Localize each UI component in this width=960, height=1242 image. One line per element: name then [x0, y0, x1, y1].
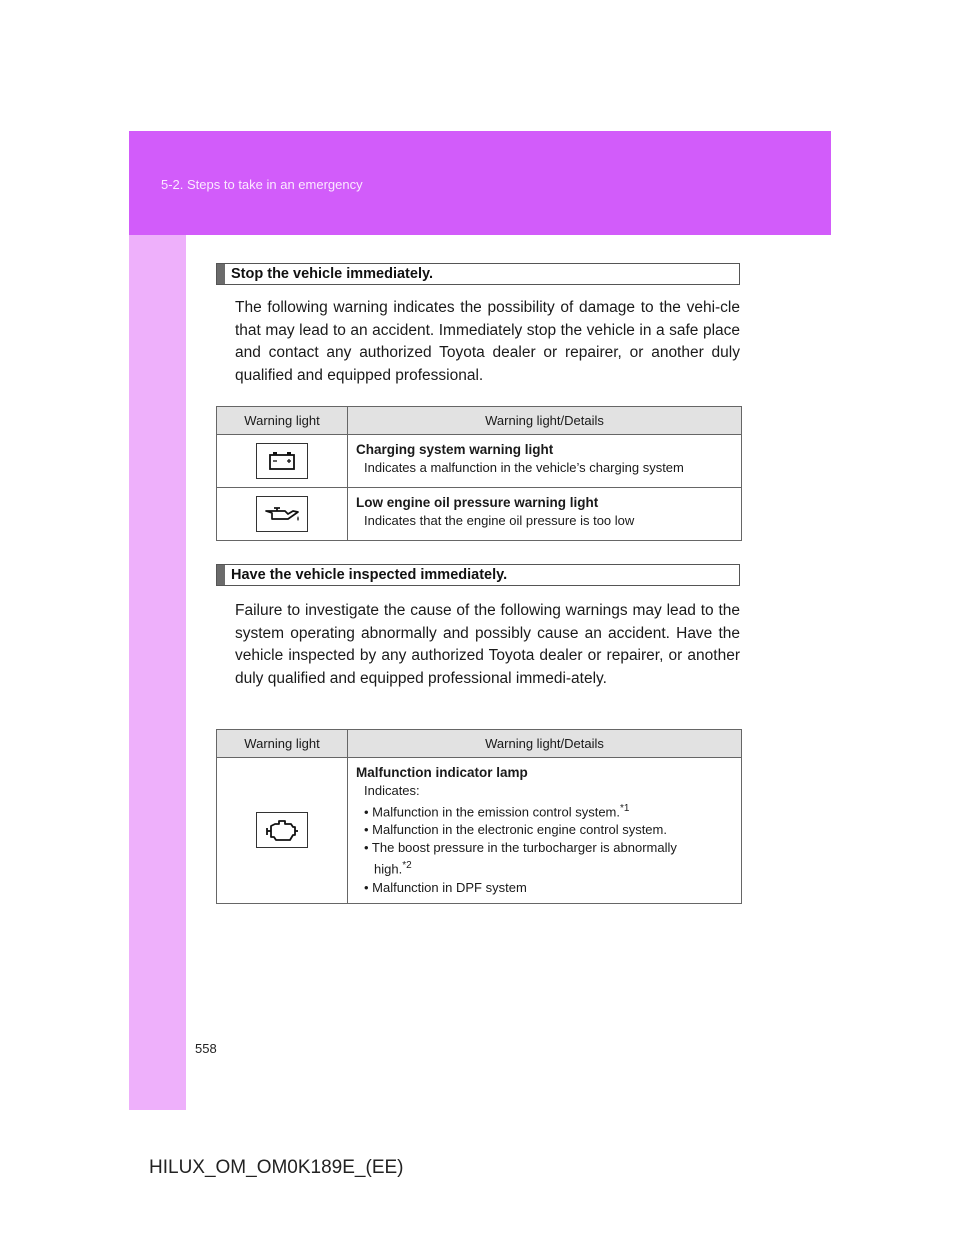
list-item: • Malfunction in the emission control system.$^{*1}$ — [364, 803, 630, 820]
footer-document-code: HILUX_OM_OM0K189E_(EE) — [149, 1157, 404, 1178]
detail-intro: Indicates: — [364, 783, 420, 798]
list-item: • Malfunction in the electronic engine control system. — [364, 822, 667, 838]
table-row — [217, 758, 742, 904]
table-row — [217, 488, 742, 541]
battery-icon — [256, 443, 308, 479]
heading-text: Stop the vehicle immediately. — [231, 266, 433, 282]
heading-inspect-vehicle — [216, 564, 740, 586]
section-label: 5-2. Steps to take in an emergency — [161, 177, 363, 192]
page-number: 558 — [195, 1041, 217, 1056]
column-header-warning-light: Warning light — [217, 730, 348, 758]
list-item-continuation: high.$^{*2}$ — [374, 860, 412, 877]
table-header-row — [217, 407, 742, 435]
column-header-details: Warning light/Details — [348, 730, 742, 758]
list-item: • The boost pressure in the turbocharger is abnormally — [364, 840, 677, 856]
detail-title: Malfunction indicator lamp — [356, 765, 528, 780]
detail-text: Indicates a malfunction in the vehicle’s charging system — [364, 460, 684, 475]
heading-bar — [217, 565, 225, 585]
column-header-details: Warning light/Details — [348, 407, 742, 435]
warning-table-inspect — [216, 729, 742, 904]
table-row — [217, 435, 742, 488]
warning-table-stop — [216, 406, 742, 541]
side-band — [129, 235, 186, 1110]
detail-text: Indicates that the engine oil pressure is too low — [364, 513, 635, 528]
detail-title: Charging system warning light — [356, 442, 554, 457]
detail-cell — [348, 488, 742, 541]
list-item: • Malfunction in DPF system — [364, 879, 527, 895]
detail-cell — [348, 435, 742, 488]
paragraph-stop-vehicle: The following warning indicates the possibility of damage to the vehi-cle that may lead to an accident. Immediately stop the vehicle in a safe place and contact any authorized Toyota dealer or repairer, or another duly qualified and equipped professional. — [235, 299, 740, 384]
column-header-warning-light: Warning light — [217, 407, 348, 435]
table-header-row — [217, 730, 742, 758]
heading-stop-vehicle — [216, 263, 740, 285]
icon-cell — [217, 488, 348, 541]
detail-title: Low engine oil pressure warning light — [356, 495, 599, 510]
heading-text: Have the vehicle inspected immediately. — [231, 567, 508, 583]
heading-bar — [217, 264, 225, 284]
icon-cell — [217, 758, 348, 904]
engine-icon — [256, 812, 308, 848]
icon-cell — [217, 435, 348, 488]
detail-cell — [348, 758, 742, 904]
oil-can-icon — [256, 496, 308, 532]
paragraph-inspect-vehicle: Failure to investigate the cause of the following warnings may lead to the system operating abnormally and possibly cause an accident. Have the vehicle inspected by any authorized Toyota dealer or repairer, or another duly qualified and equipped professional immedi-ately. — [235, 602, 740, 687]
